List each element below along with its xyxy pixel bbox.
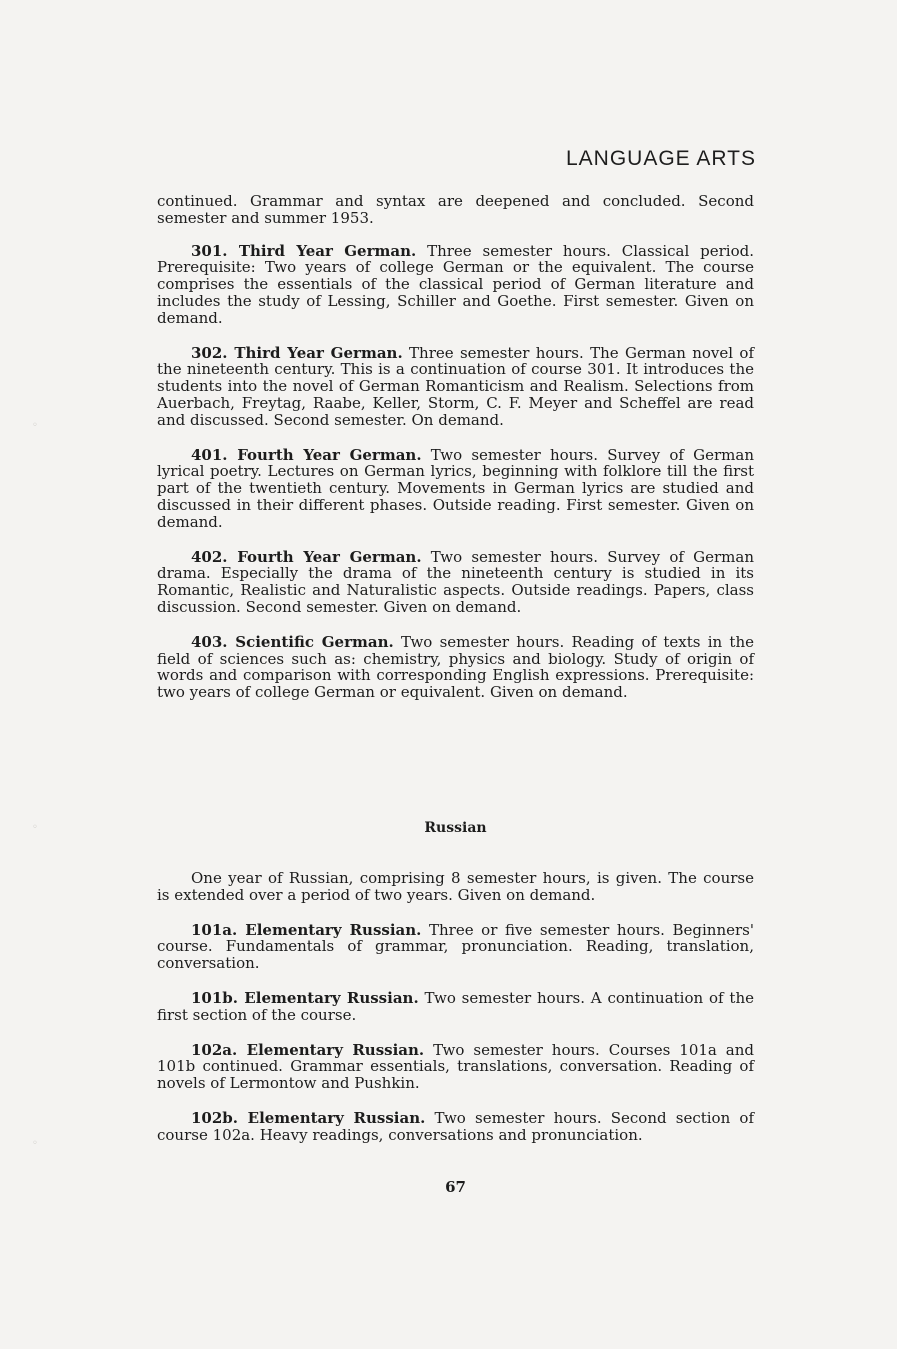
course-description: Two semester hours. Courses 101a and 101b continued. Grammar essentials, translations, conversation. Reading of novels of Lermontow and Pushkin. — [157, 1040, 755, 1093]
german-section — [157, 193, 754, 701]
course-title: 301. Third Year German. — [191, 241, 417, 260]
course-402 — [157, 549, 754, 616]
course-description: Three or five semester hours. Beginners' course. Fundamentals of grammar, pronunciation. Reading, translation, conversation. — [157, 920, 754, 973]
course-101b — [157, 990, 754, 1024]
course-description: Two semester hours. Survey of German lyrical poetry. Lectures on German lyrics, beginning with folklore till the first part of the twentieth century. Movements in German lyrics are studied and discussed in their different phases. Outside reading. First semester. Given on demand. — [157, 445, 754, 531]
course-description: Two semester hours. Second section of course 102a. Heavy readings, conversations and pronunciation. — [157, 1108, 754, 1144]
binding-hole-mark: ◦ — [32, 420, 38, 431]
course-403 — [157, 634, 754, 701]
course-description: Two semester hours. A continuation of the first section of the course. — [157, 988, 754, 1024]
course-101a — [157, 922, 754, 972]
course-description: Two semester hours. Reading of texts in the field of sciences such as: chemistry, physics and biology. Study of origin of words and comparison with corresponding English expressions. Prerequisite: two years of college German or equivalent. Given on demand. — [157, 632, 754, 702]
page-number: 67 — [445, 1178, 466, 1196]
course-401 — [157, 447, 754, 531]
course-title: 102b. Elementary Russian. — [191, 1108, 426, 1127]
course-title: 402. Fourth Year German. — [191, 547, 422, 566]
binding-hole-mark: ◦ — [32, 1138, 38, 1149]
course-102b — [157, 1110, 754, 1144]
course-title: 401. Fourth Year German. — [191, 445, 422, 464]
course-title: 101a. Elementary Russian. — [191, 920, 422, 939]
section-heading-russian: Russian — [424, 820, 487, 836]
running-head: LANGUAGE ARTS — [565, 147, 756, 170]
course-title: 102a. Elementary Russian. — [191, 1040, 425, 1059]
course-title: 302. Third Year German. — [191, 343, 403, 362]
russian-section — [157, 870, 754, 1144]
course-title: 101b. Elementary Russian. — [191, 988, 419, 1007]
course-description: Two semester hours. Survey of German drama. Especially the drama of the nineteenth century is studied in its Romantic, Realistic and Naturalistic aspects. Outside readings. Papers, class discussion. Second semester. Given on demand. — [157, 547, 754, 616]
course-description: Three semester hours. Classical period. Prerequisite: Two years of college German or the equivalent. The course comprises the essentials of the classical period of German literature and includes the study of Lessing, Schiller and Goethe. First semester. Given on demand. — [157, 241, 755, 327]
binding-hole-mark: ◦ — [32, 822, 38, 833]
course-title: 403. Scientific German. — [191, 632, 394, 651]
russian-intro-paragraph: One year of Russian, comprising 8 semester hours, is given. The course is extended over a period of two years. Given on demand. — [157, 869, 754, 904]
course-102a — [157, 1042, 754, 1092]
course-description: Three semester hours. The German novel of the nineteenth century. This is a continuation of course 301. It introduces the students into the novel of German Romanticism and Realism. Selections from Auerbach, Freytag, Raabe, Keller, Storm, C. F. Meyer and Scheffel are read and discussed. Second semester. On demand. — [157, 343, 754, 429]
german-continued-paragraph: continued. Grammar and syntax are deepened and concluded. Second semester and summer 1953. — [157, 192, 754, 227]
course-301 — [157, 243, 754, 327]
course-302 — [157, 345, 754, 429]
